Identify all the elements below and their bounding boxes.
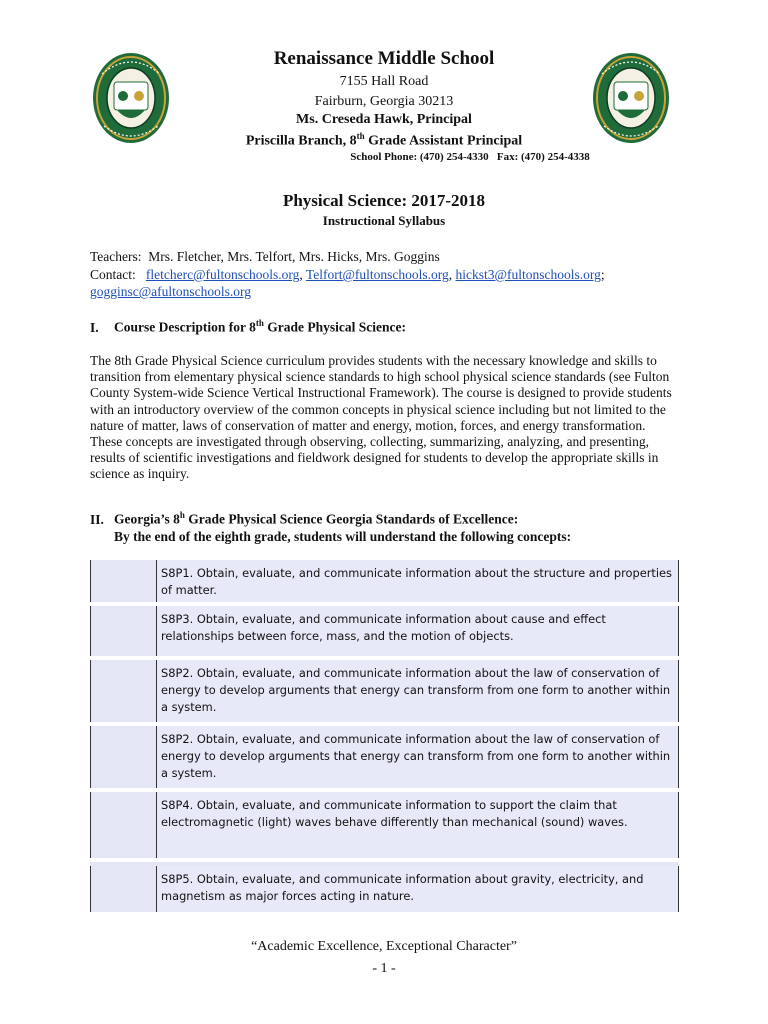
email-link[interactable]: hickst3@fultonschools.org xyxy=(455,267,601,282)
email-link[interactable]: fletcherc@fultonschools.org xyxy=(145,267,300,282)
syllabus-subtitle: Instructional Syllabus xyxy=(322,213,446,228)
school-name: Renaissance Middle School xyxy=(273,48,495,69)
page-number: - 1 - xyxy=(372,961,396,976)
school-phone: School Phone: (470) 254-4330 Fax: (470) 254-4338 xyxy=(350,151,590,163)
standards-table xyxy=(90,560,678,916)
section-heading: I. Course Description for 8th Grade Physical Science: xyxy=(90,318,406,335)
teachers-label: Teachers: xyxy=(90,249,142,264)
school-motto: “Academic Excellence, Exceptional Character” xyxy=(251,939,517,954)
standard-text: S8P3. Obtain, evaluate, and communicate information about cause and effect relationships between force, mass, and the motion of objects. xyxy=(161,612,606,643)
table-row xyxy=(90,726,678,792)
teachers-line xyxy=(90,249,440,265)
table-row xyxy=(90,660,678,726)
table-row xyxy=(90,792,678,862)
section-heading: II. Georgia’s 8$^h$ Grade Physical Science Georgia Standards of Excellence: By the end of the eighth grade, students will understand the following concepts: xyxy=(90,510,572,544)
principal-name: Ms. Creseda Hawk, Principal xyxy=(296,112,472,127)
email-link[interactable]: gogginsc@afultonschools.org xyxy=(90,284,252,299)
standard-text: S8P5. Obtain, evaluate, and communicate information about gravity, electricity, and magnetism as major forces acting in nature. xyxy=(161,872,644,903)
standard-text: S8P2. Obtain, evaluate, and communicate information about the law of conservation of energy to develop arguments that energy can transform from one form to another within a system. xyxy=(161,732,671,780)
contact-label: Contact: xyxy=(90,267,136,282)
standard-text: S8P1. Obtain, evaluate, and communicate information about the structure and properties of matter. xyxy=(161,566,672,597)
address-line-2: Fairburn, Georgia 30213 xyxy=(314,94,454,109)
standard-text: S8P4. Obtain, evaluate, and communicate information to support the claim that electromagnetic (light) waves behave differently than mechanical (sound) waves. xyxy=(161,798,628,829)
table-row xyxy=(90,606,678,660)
table-row xyxy=(90,560,678,606)
course-description: The 8th Grade Physical Science curriculum provides students with the necessary knowledge and skills to transition from elementary physical science standards to high school physical science standards (see Fulton County System-wide Science Vertical Instructional Framework). The course is designed to provide students with an introductory overview of the common concepts in physical science including but not limited to the nature of matter, laws of conservation of matter and energy, motion, forces, and energy transformation. These concepts are investigated through observing, collecting, summarizing, analyzing, and presenting, results of scientific investigations and fieldwork designed for students to develop the appropriate skills in science as inquiry. xyxy=(90,353,672,482)
contact-line: Contact: fletcherc@fultonschools.org, Telfort@fultonschools.org, hickst3@fultonschools.org; gogginsc@afultonschools.org xyxy=(90,267,605,299)
course-title: Physical Science: 2017-2018 xyxy=(282,191,486,210)
email-link[interactable]: Telfort@fultonschools.org xyxy=(305,267,449,282)
table-row xyxy=(90,866,678,916)
standard-text: S8P2. Obtain, evaluate, and communicate information about the law of conservation of energy to develop arguments that energy can transform from one form to another within a system. xyxy=(161,666,671,714)
section-subheading: By the end of the eighth grade, students will understand the following concepts: xyxy=(114,528,572,544)
assistant-principal: Priscilla Branch, 8th Grade Assistant Principal xyxy=(245,131,523,149)
address-line-1: 7155 Hall Road xyxy=(339,74,429,89)
teachers-names: Mrs. Fletcher, Mrs. Telfort, Mrs. Hicks, Mrs. Goggins xyxy=(148,249,440,264)
